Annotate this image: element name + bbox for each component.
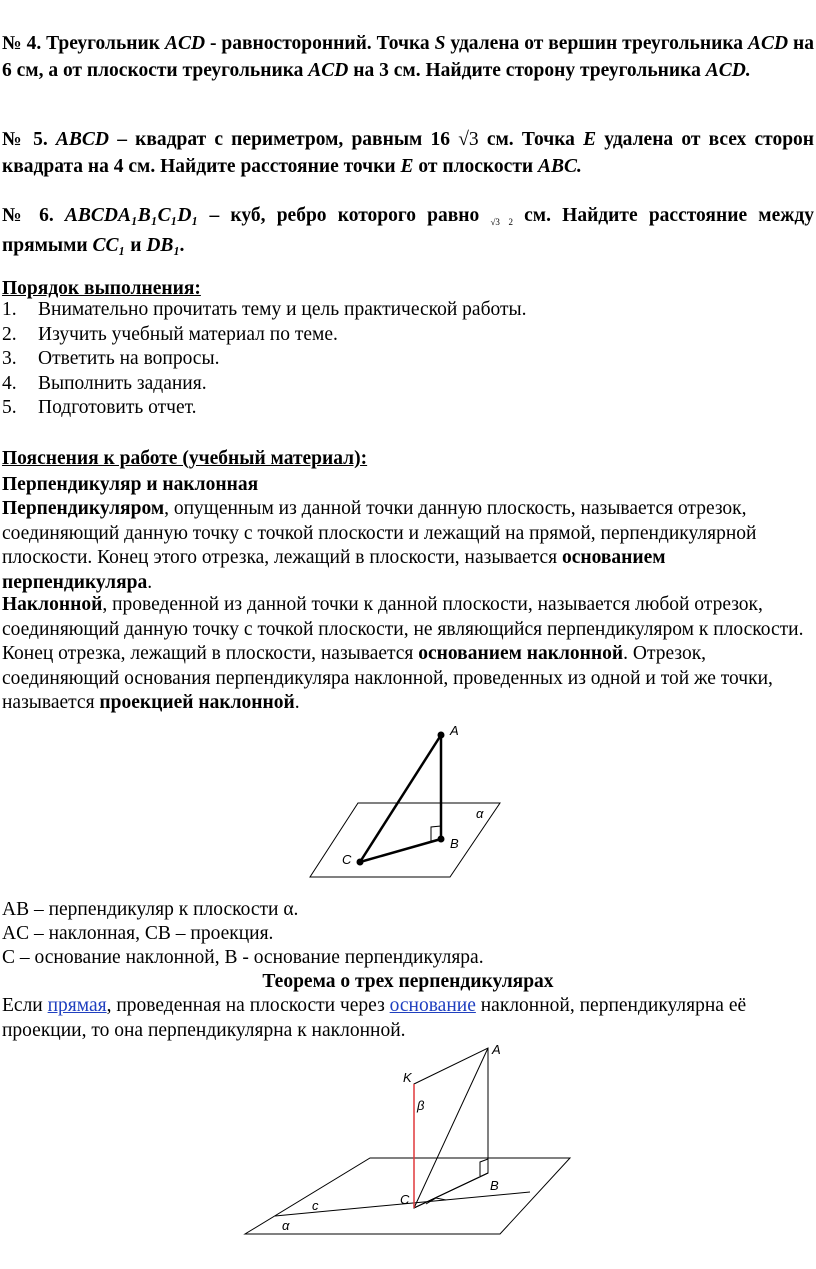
- procedure-steps: [2, 298, 527, 421]
- link-pryamaya[interactable]: прямая: [47, 995, 107, 1016]
- figure-three-perpendiculars: [240, 1038, 590, 1243]
- definition-perpendicular: Перпендикуляром, опущенным из данной точки данную плоскость, называется отрезок, соединяющий данную точку с точкой плоскости и лежащий на прямой, перпендикулярной плоскости. Конец этого отрезка, лежащий в плоскости, называется основанием перпендикуляра.: [2, 498, 757, 593]
- task-6-number: № 6.: [2, 205, 54, 226]
- caption-ab: AB – перпендикуляр к плоскости α.: [2, 899, 299, 920]
- task-4-number: № 4.: [2, 33, 42, 54]
- procedure-heading: Порядок выполнения:: [2, 278, 201, 299]
- task-6: № 6. ABCDA₁B₁C₁D₁ – куб, ребро которого равно $_{√3 2}$ см. Найдите расстояние между прямыми CC₁ и DB₁.: [2, 205, 814, 256]
- section-subheading: Перпендикуляр и наклонная: [2, 474, 259, 495]
- point-a: [438, 732, 445, 739]
- label-beta: β: [417, 1098, 425, 1113]
- list-item: 4. Выполнить задания.: [2, 372, 207, 394]
- sqrt-3-expression: √3: [458, 129, 479, 150]
- label-b: B: [450, 836, 459, 851]
- plane-alpha: [310, 803, 500, 877]
- definition-oblique: Наклонной, проведенной из данной точки к данной плоскости, называется любой отрезок, соединяющий данную точку с точкой плоскости, не являющийся перпендикуляром к плоскости. Конец отрезка, лежащий в плоскости, называется основанием наклонной. Отрезок, соединяющий основания перпендикуляра наклонной, проведенных из одной и той же точки, называется проекцией наклонной.: [2, 594, 804, 713]
- task-4: № 4. Треугольник ACD - равносторонний. Точка S удалена от вершин треугольника ACD на 6 см, а от плоскости треугольника ACD на 3 см. Найдите сторону треугольника ACD.: [2, 33, 814, 81]
- link-osnovanie[interactable]: основание: [389, 995, 476, 1016]
- explanation-heading: Пояснения к работе (учебный материал):: [2, 448, 368, 469]
- point-b: [438, 836, 445, 843]
- label-a: A: [492, 1042, 501, 1057]
- label-a: A: [450, 723, 459, 738]
- list-item: 3. Ответить на вопросы.: [2, 348, 220, 369]
- caption-c: C – основание наклонной, B - основание перпендикуляра.: [2, 947, 484, 968]
- theorem-title: Теорема о трех перпендикулярах: [262, 971, 554, 992]
- label-c: C: [342, 852, 352, 867]
- list-item: 1. Внимательно прочитать тему и цель практической работы.: [2, 299, 527, 320]
- segment-cb: [414, 1173, 488, 1208]
- label-k: K: [403, 1070, 412, 1085]
- label-alpha: α: [282, 1218, 290, 1233]
- label-c: C: [400, 1192, 410, 1207]
- list-item: 2. Изучить учебный материал по теме.: [2, 323, 338, 345]
- list-item: 5. Подготовить отчет.: [2, 397, 197, 418]
- label-b: B: [490, 1178, 499, 1193]
- sqrt-3-2-expression: √3 2: [490, 217, 513, 227]
- label-alpha: α: [476, 806, 484, 821]
- point-c: [357, 859, 364, 866]
- caption-ac: AC – наклонная, CB – проекция.: [2, 923, 274, 944]
- segment-ac: [414, 1048, 488, 1208]
- figure-perpendicular-oblique: [300, 720, 520, 885]
- theorem-text: Если прямая, проведенная на плоскости через основание наклонной, перпендикулярна её проекции, то она перпендикулярна к наклонной.: [2, 995, 747, 1041]
- task-5-number: № 5.: [2, 129, 48, 150]
- label-c-line: c: [312, 1198, 319, 1213]
- task-5: № 5. ABCD – квадрат с периметром, равным 16 √3 см. Точка E удалена от всех сторон квадрата на 4 см. Найдите расстояние точки E от плоскости ABC.: [2, 129, 815, 177]
